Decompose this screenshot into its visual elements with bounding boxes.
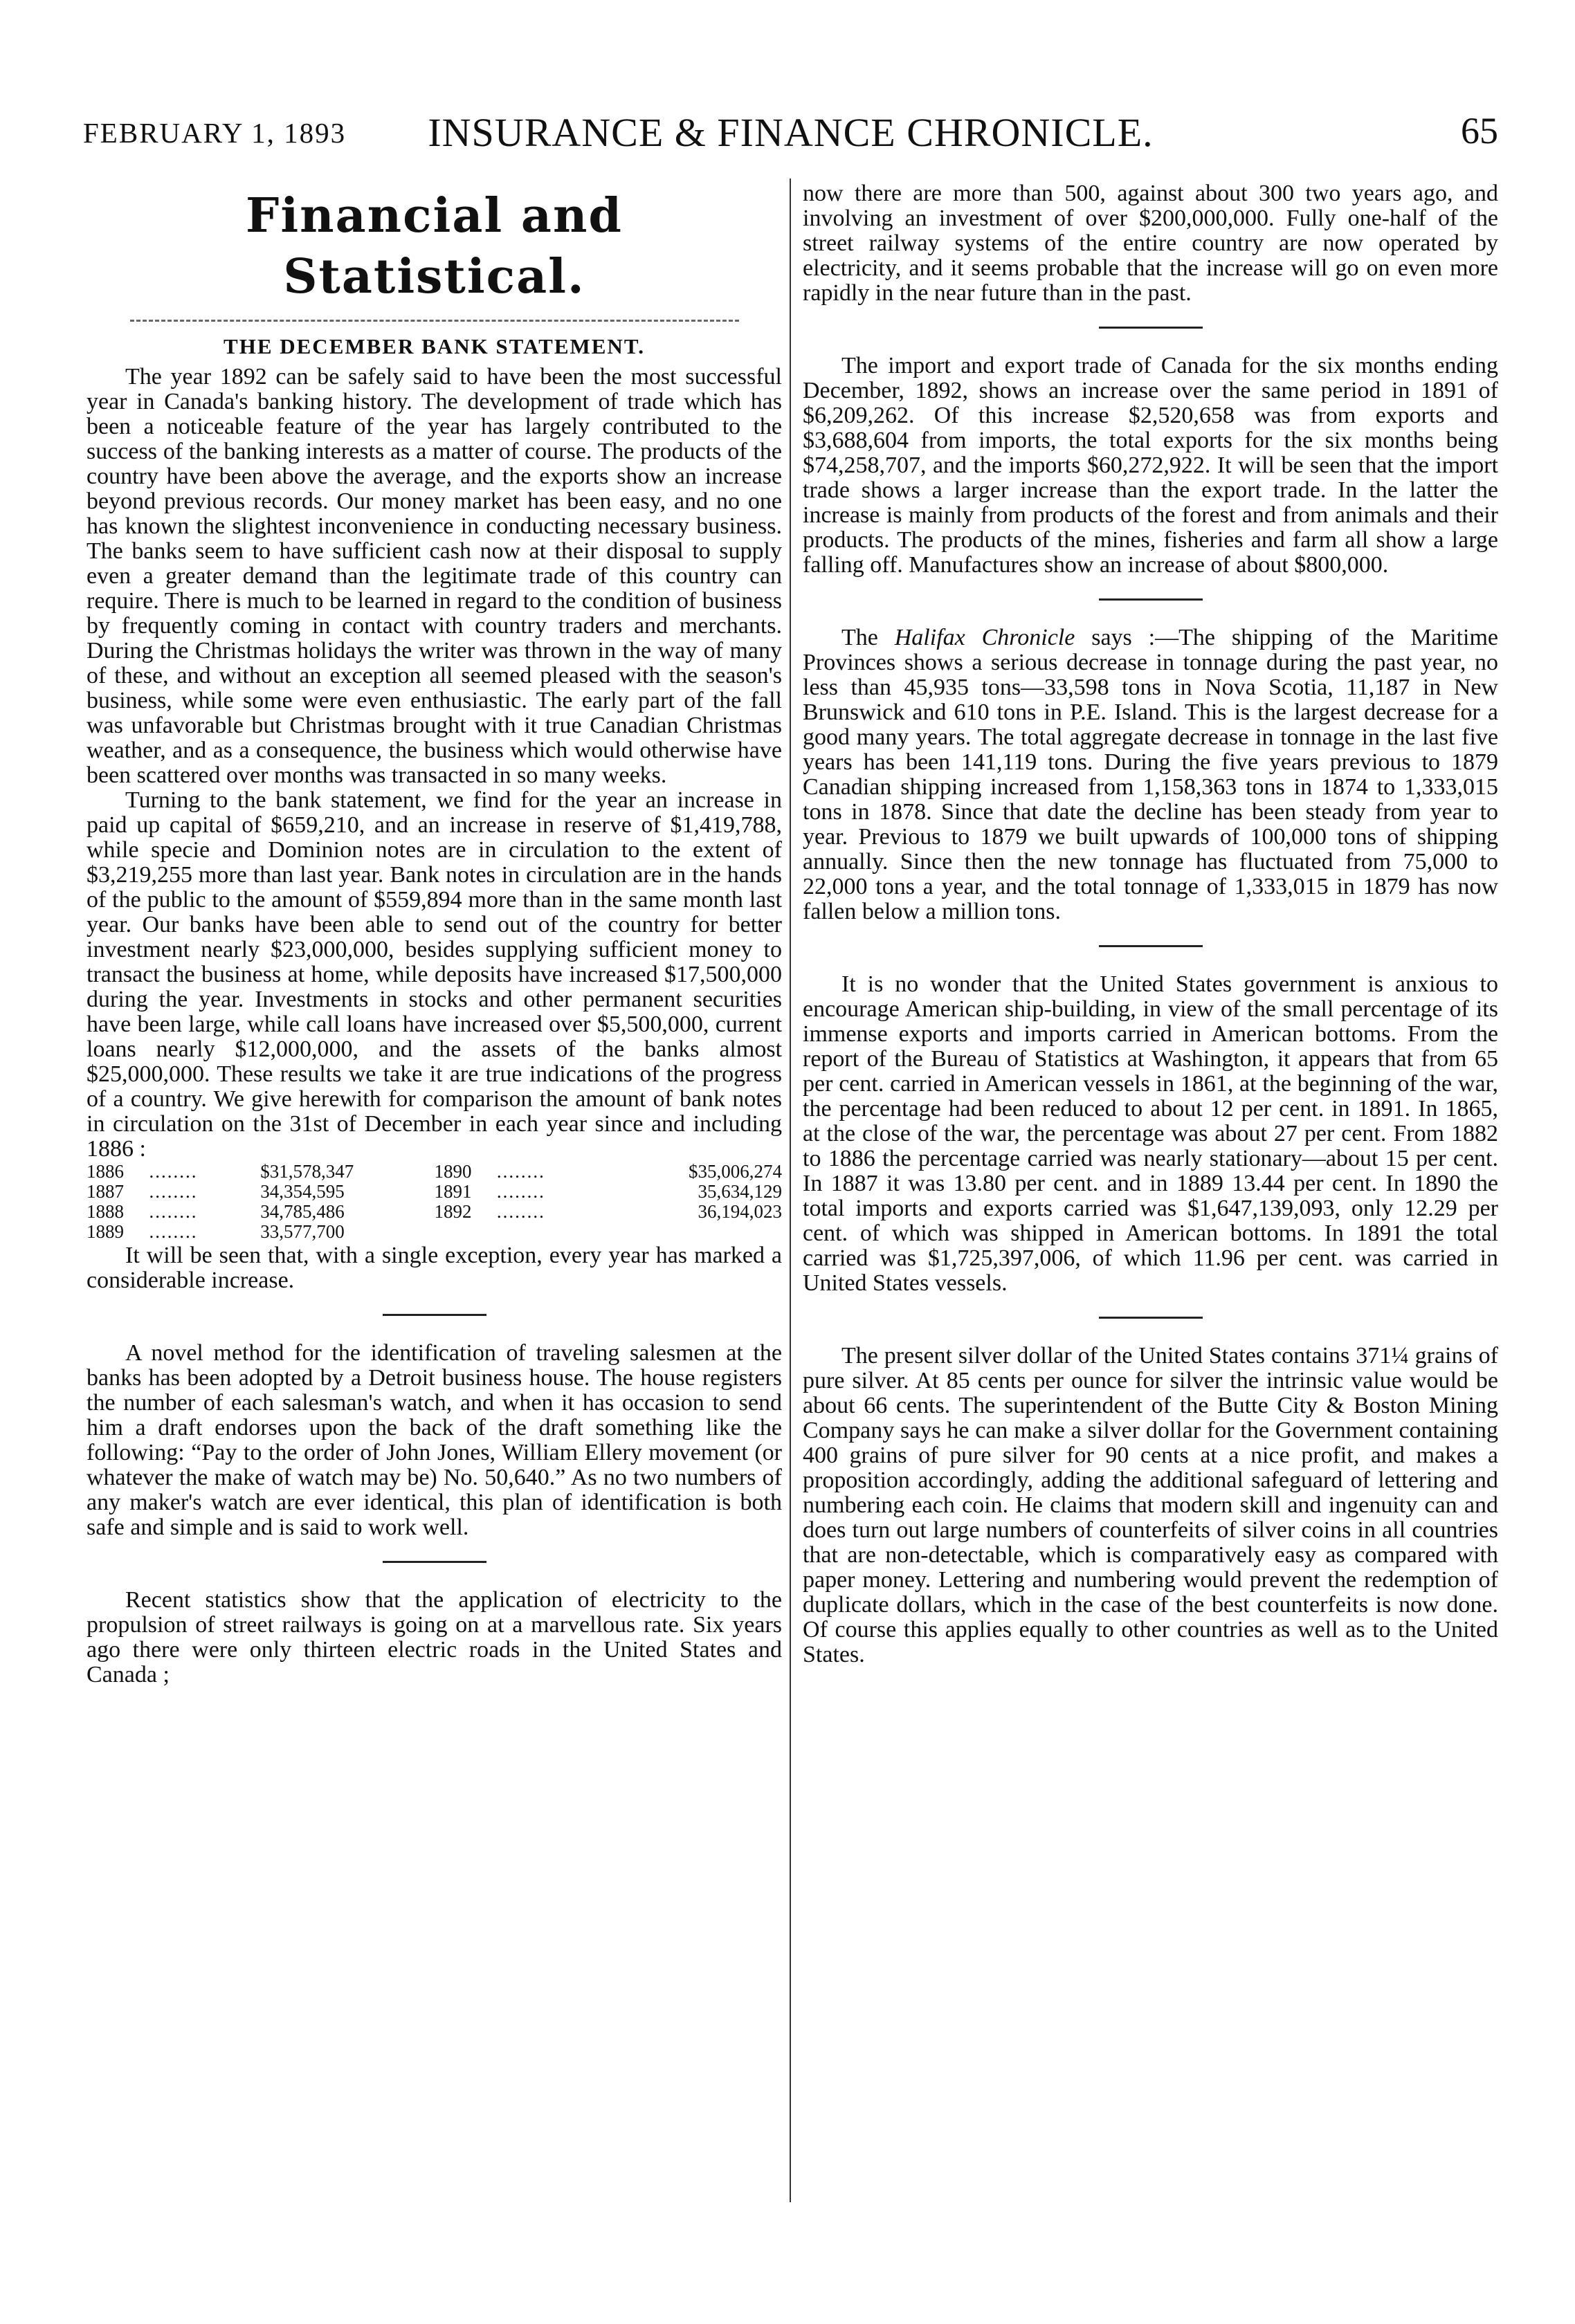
year-cell: 1890 xyxy=(434,1161,472,1182)
article-separator xyxy=(1099,327,1203,329)
leader-dots: ........ xyxy=(149,1161,198,1182)
bank-statement-heading: THE DECEMBER BANK STATEMENT. xyxy=(224,334,645,358)
year-cell: 1887 xyxy=(87,1181,124,1202)
left-column xyxy=(87,181,782,1687)
amount-cell: 34,354,595 xyxy=(260,1181,345,1202)
title-rule xyxy=(130,320,739,323)
page-number: 65 xyxy=(1461,110,1498,152)
page-header xyxy=(83,110,1498,165)
halifax-text: says :—The shipping of the Maritime Provinces shows a serious decrease in tonnage during the past year, no less than 45,935 tons—33,598 tons in Nova Scotia, 11,187 in New Brunswick and 610 tons in P.E. Island. This is the largest decrease for a good many years. The total aggregate decrease in tonnage in the last five years has been 141,119 tons. During the five years previous to 1879 Canadian shipping increased from 1,158,363 tons in 1874 to 1,333,015 tons in 1878. Since that date the decline has been steady from year to year. Previous to 1879 we built upwards of 100,000 tons of shipping annually. Since then the new tonnage has fluctuated from 75,000 to 22,000 tons a year, and the total tonnage of 1,333,015 in 1879 has now fallen below a million tons. xyxy=(803,625,1498,924)
leader-dots: ........ xyxy=(496,1181,545,1202)
year-cell xyxy=(434,1222,496,1242)
right-column xyxy=(803,181,1498,1667)
bank-statement-paragraph-3: It will be seen that, with a single exception, every year has marked a considerable increase. xyxy=(87,1243,782,1293)
electric-railways-article-continued: now there are more than 500, against about 300 two years ago, and involving an investment of over $200,000,000. Fully one-half of the street railway systems of the entire country are now operated by electricity, and it seems probable that the increase will go on even more rapidly in the near future than in the past. xyxy=(803,181,1498,306)
article-separator xyxy=(383,1561,486,1563)
leader-dots: ........ xyxy=(496,1201,545,1222)
table-row xyxy=(87,1222,782,1242)
amount-cell: $35,006,274 xyxy=(689,1161,782,1182)
amount-cell: 36,194,023 xyxy=(698,1201,782,1222)
article-separator xyxy=(1099,945,1203,947)
amount-cell xyxy=(608,1222,782,1242)
year-cell: 1891 xyxy=(434,1181,472,1202)
article-separator xyxy=(383,1314,486,1316)
leader-dots: ........ xyxy=(496,1161,545,1182)
table-row xyxy=(87,1162,782,1182)
amount-cell: 35,634,129 xyxy=(698,1181,782,1202)
bank-statement-paragraph-1: The year 1892 can be safely said to have been the most successful year in Canada's banking history. The development of trade which has been a noticeable feature of the year has largely contributed to the success of the banking interests as a matter of course. The products of the country have been above the average, and the exports show an increase beyond previous records. Our money market has been easy, and no one has known the slightest inconvenience in conducting necessary business. The banks seem to have sufficient cash now at their disposal to supply even a greater demand than the legitimate trade of this country can require. There is much to be learned in regard to the condition of business by frequently coming in contact with country traders and merchants. During the Christmas holidays the writer was thrown in the way of many of these, and without an exception all seemed pleased with the season's business, while some were even enthusiastic. The early part of the fall was unfavorable but Christmas brought with it true Canadian Christmas weather, and as a consequence, the business which would otherwise have been scattered over months was transacted in so many weeks. xyxy=(87,364,782,788)
halifax-source: Halifax Chronicle xyxy=(894,625,1075,650)
amount-cell: 33,577,700 xyxy=(260,1221,345,1242)
article-separator xyxy=(1099,598,1203,601)
amount-cell: 34,785,486 xyxy=(260,1201,345,1222)
publication-title: INSURANCE & FINANCE CHRONICLE. xyxy=(428,110,1154,155)
issue-date: FEBRUARY 1, 1893 xyxy=(83,117,347,149)
column-divider xyxy=(790,179,791,2202)
import-export-article: The import and export trade of Canada for the six months ending December, 1892, shows an increase over the same period in 1891 of $6,209,262. Of this increase $2,520,658 was from exports and $3,688,604 from imports, the total exports for the six months being $74,258,707, and the imports $60,272,922. It will be seen that the import trade shows a larger increase than the export trade. In the latter the increase is mainly from products of the forest and from animals and their products. The products of the mines, fisheries and farm all show a large falling off. Manufactures show an increase of about $800,000. xyxy=(803,353,1498,578)
article-separator xyxy=(1099,1317,1203,1319)
salesmen-article: A novel method for the identification of traveling salesmen at the banks has been adopted by a Detroit business house. The house registers the number of each salesman's watch, and when it has occasion to send him a draft endorses upon the back of the draft something like the following: “Pay to the order of John Jones, William Ellery movement (or whatever the make of watch may be) No. 50,640.” As no two numbers of any maker's watch are ever identical, this plan of identification is both safe and simple and is said to work well. xyxy=(87,1340,782,1540)
halifax-intro: The xyxy=(841,625,895,650)
table-row xyxy=(87,1202,782,1222)
leader-dots: ........ xyxy=(149,1221,198,1242)
us-shipping-article: It is no wonder that the United States government is anxious to encourage American ship-building, in view of the small percentage of its immense exports and imports carried in American bottoms. From the report of the Bureau of Statistics at Washington, it appears that from 65 per cent. carried in American vessels in 1861, at the beginning of the war, the percentage had been reduced to about 12 per cent. in 1891. In 1865, at the close of the war, the percentage was about 27 per cent. From 1882 to 1886 the percentage carried was nearly stationary—about 15 per cent. In 1887 it was 13.80 per cent. and in 1889 13.44 per cent. In 1890 the total imports and exports carried was $1,647,139,093, only 12.29 per cent. of which was shipped in American bottoms. In 1891 the total carried was $1,725,397,006, of which 11.96 per cent. was carried in United States vessels. xyxy=(803,971,1498,1296)
year-cell: 1888 xyxy=(87,1201,124,1222)
year-cell: 1889 xyxy=(87,1221,124,1242)
table-row xyxy=(87,1182,782,1202)
year-cell: 1886 xyxy=(87,1161,124,1182)
section-title: Financial and Statistical. xyxy=(246,188,623,304)
year-cell: 1892 xyxy=(434,1201,472,1222)
electric-railways-article-start: Recent statistics show that the application of electricity to the propulsion of street railways is going on at a marvellous rate. Six years ago there were only thirteen electric roads in the United States and Canada ; xyxy=(87,1587,782,1687)
leader-dots xyxy=(497,1222,608,1242)
leader-dots: ........ xyxy=(149,1181,198,1202)
halifax-article xyxy=(803,625,1498,924)
silver-dollar-article: The present silver dollar of the United States contains 371¼ grains of pure silver. At 85 cents per ounce for silver the intrinsic value would be about 66 cents. The superintendent of the Butte City & Boston Mining Company says he can make a silver dollar for the Government containing 400 grains of pure silver for 90 cents at a nice profit, and makes a proposition accordingly, adding the additional safeguard of lettering and numbering each coin. He claims that modern skill and ingenuity can and does turn out large numbers of counterfeits of silver coins in all countries that are non-detectable, which is comparatively easy as compared with paper money. Lettering and numbering would prevent the redemption of duplicate dollars, which in the case of the best counterfeits is now done. Of course this applies equally to other countries as well as to the United States. xyxy=(803,1343,1498,1667)
amount-cell: $31,578,347 xyxy=(260,1161,354,1182)
leader-dots: ........ xyxy=(149,1201,198,1222)
bank-statement-paragraph-2: Turning to the bank statement, we find for the year an increase in paid up capital of $659,210, and an increase in reserve of $1,419,788, while specie and Dominion notes are in circulation to the extent of $3,219,255 more than last year. Bank notes in circulation are in the hands of the public to the amount of $559,894 more than in the same month last year. Our banks have been able to send out of the country for better investment nearly $23,000,000, besides supplying sufficient money to transact the business at home, while deposits have increased $17,500,000 during the year. Investments in stocks and other permanent securities have been large, while call loans have increased over $5,500,000, current loans nearly $12,000,000, and the assets of the banks almost $25,000,000. These results we take it are true indications of the progress of a country. We give herewith for comparison the amount of bank notes in circulation on the 31st of December in each year since and including 1886 : xyxy=(87,787,782,1162)
circulation-table xyxy=(87,1162,782,1242)
